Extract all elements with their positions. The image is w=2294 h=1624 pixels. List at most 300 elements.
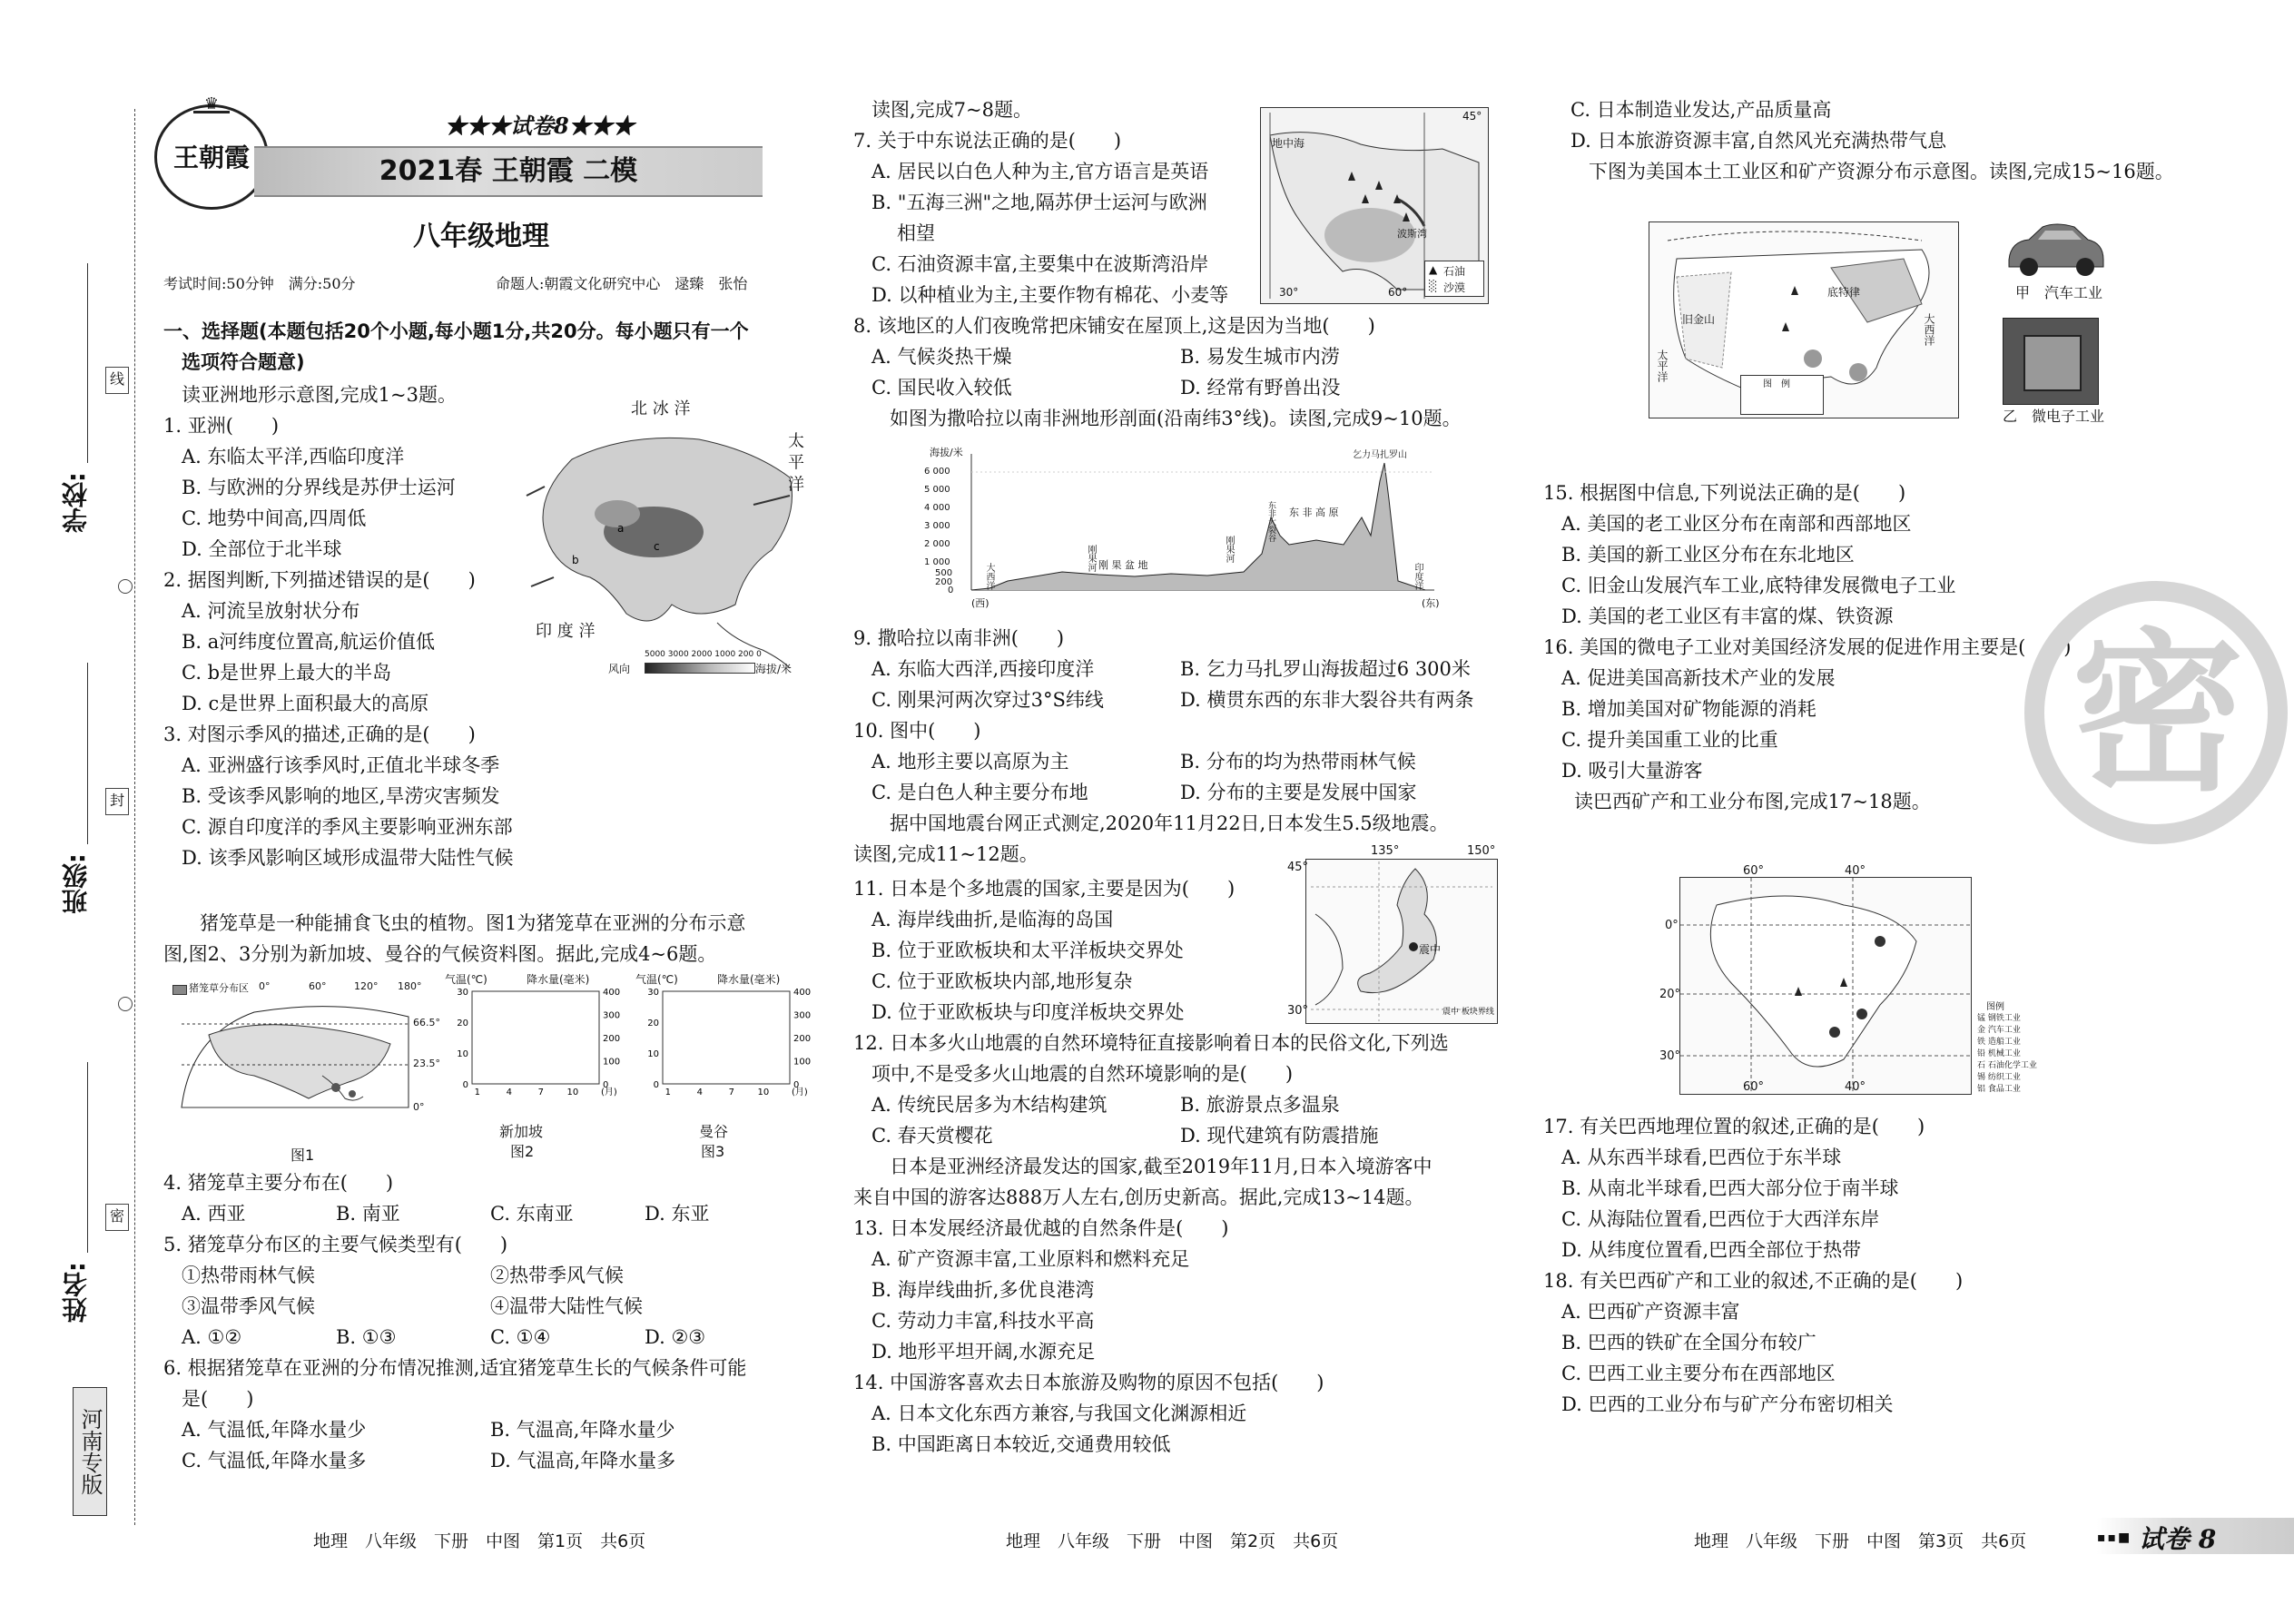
car-icon [2002,214,2109,281]
q7-option-b-cont: 相望 [897,222,935,244]
fig1-caption: 图1 [290,1147,315,1164]
class-underline [87,663,88,844]
asia-arctic-label: 北 冰 洋 [631,399,691,418]
q10-options-row1 [853,746,1507,777]
section-title-line2: 选项符合题意) [182,351,305,373]
fig2-rain-tick: 400 [603,988,621,998]
footer-badge [2097,1518,2294,1554]
brazil-legend-item-7: 铝 食品工业 [1977,1085,2021,1094]
question-4: 4. 猪笼草主要分布在( ) [163,1172,394,1194]
footer-page-2: 地理 八年级 下册 中图 第2页 共6页 [1006,1531,1339,1551]
q9-option-d[interactable]: D. 横贯东西的东非大裂谷共有两条 [1180,689,1474,711]
profile-ytick-1000: 1 000 [924,557,950,567]
fig2-temp-tick: 30 [457,988,468,998]
q4-option-d[interactable]: D. 东亚 [645,1203,710,1225]
question-7: 7. 关于中东说法正确的是( ) [853,130,1122,152]
mideast-legend-desert: 沙漠 [1443,281,1466,294]
question-5: 5. 猪笼草分布区的主要气候类型有( ) [163,1234,508,1255]
brazil-legend [1977,999,2068,1098]
subject-title: 八年级地理 [413,221,549,252]
q12-option-b[interactable]: B. 旅游景点多温泉 [1180,1094,1340,1116]
q8-option-c[interactable]: C. 国民收入较低 [871,377,1012,399]
exam-meta-right: 命题人:朝霞文化研究中心 逯臻 张怡 [496,275,748,292]
question-13: 13. 日本发展经济最优越的自然条件是( ) [853,1217,1229,1239]
margin-mark-2: 封 [105,788,129,815]
footer-page-3: 地理 八年级 下册 中图 第3页 共6页 [1694,1531,2027,1551]
profile-ytick-500: 500 [935,568,953,578]
footer-page-1: 地理 八年级 下册 中图 第1页 共6页 [313,1531,646,1551]
q10-options-row2 [853,777,1507,808]
q11-option-d[interactable]: D. 位于亚欧板块与印度洋板块交界处 [871,1001,1185,1023]
q6-option-a[interactable]: A. 气温低,年降水量少 [182,1419,367,1441]
q3-option-a[interactable]: A. 亚洲盛行该季风时,正值北半球冬季 [182,754,500,776]
fig2-temp-tick: 20 [457,1019,468,1029]
fig1-lat-66: 66.5° [413,1017,440,1029]
section-title [163,316,749,378]
brazil-lon40-bottom: 40° [1845,1080,1866,1094]
profile-rift-valley: 东非大裂谷 [1266,501,1275,542]
seal-character: 密 [2071,614,2244,814]
question-17: 17. 有关巴西地理位置的叙述,正确的是( ) [1543,1116,1925,1137]
usa-legend-title: 图 例 [1763,379,1790,389]
school-underline [87,263,88,463]
fig3-rain-tick: 0 [793,1080,800,1090]
q14-option-c[interactable]: C. 日本制造业发达,产品质量高 [1570,99,1832,121]
question-18: 18. 有关巴西矿产和工业的叙述,不正确的是( ) [1543,1270,1964,1292]
question-15: 15. 根据图中信息,下列说法正确的是( ) [1543,482,1906,504]
mideast-legend [1424,261,1484,297]
question-8: 8. 该地区的人们夜晚常把床铺安在屋顶上,这是因为当地( ) [853,315,1375,337]
intro-q9-10: 如图为撒哈拉以南非洲地形剖面(沿南纬3°线)。读图,完成9~10题。 [890,408,1462,429]
fig1-lon-120: 120° [354,980,379,992]
column-2-questions-d [853,873,1507,1460]
chip-icon [2023,335,2082,391]
question-12: 12. 日本多火山地震的自然环境特征直接影响着日本的民俗文化,下列选 [853,1032,1449,1054]
fig1-lat-0: 0° [413,1101,425,1113]
fig2-rain-axis-label: 降水量(毫米) [527,973,590,986]
fig2-caption: 图2 [510,1143,535,1160]
usa-atlantic-label: 大西洋 [1923,313,1935,346]
q5-statement-3: ③温带季风气候 [182,1295,315,1317]
fig3-month-tick: 1 [665,1088,672,1097]
q4-options [163,1198,826,1229]
q6-options-row2 [163,1445,826,1476]
q15-option-b[interactable]: B. 美国的新工业区分布在东北地区 [1561,544,1855,566]
intro-q11-12-line1: 据中国地震台网正式测定,2020年11月22日,日本发生5.5级地震。 [890,812,1449,834]
q17-option-a[interactable]: A. 从东西半球看,巴西位于东半球 [1561,1147,1842,1168]
logo-crown-icon: ♛ [193,94,230,113]
q12-option-a[interactable]: A. 传统民居多为木结构建筑 [871,1094,1108,1116]
q5-option-d[interactable]: D. ②③ [645,1326,706,1348]
brazil-lon40-top: 40° [1845,864,1866,878]
question-1: 1. 亚洲( ) [163,415,280,437]
fig3-temp-tick: 20 [647,1019,659,1029]
q8-option-d[interactable]: D. 经常有野兽出没 [1180,377,1341,399]
profile-ytick-2000: 2 000 [924,539,950,549]
profile-congo-river-2: 刚果河 [1224,536,1234,563]
q8-options-row2 [853,372,1507,403]
profile-congo-basin: 刚 果 盆 地 [1098,559,1148,571]
q5-option-a[interactable]: A. ①② [182,1326,242,1348]
fig2-rain-tick: 0 [603,1080,609,1090]
binding-margin [0,0,154,1624]
q13-option-d[interactable]: D. 地形平坦开阔,水源充足 [871,1341,1096,1363]
q9-option-c[interactable]: C. 刚果河两次穿过3°S纬线 [871,689,1104,711]
q16-option-d[interactable]: D. 吸引大量游客 [1561,760,1703,782]
school-field[interactable] [54,263,91,590]
q7-option-a[interactable]: A. 居民以白色人种为主,官方语言是英语 [871,161,1209,182]
fig2-rain-tick: 100 [603,1057,621,1068]
q9-options-row1 [853,654,1507,684]
fig3-month-tick: 10 [757,1088,770,1097]
fig3-temp-tick: 30 [647,988,659,998]
margin-mark-3: 密 [105,1204,129,1231]
fig2-rain-tick: 200 [603,1034,621,1044]
question-3: 3. 对图示季风的描述,正确的是( ) [163,723,476,745]
column-1-questions-a [163,379,527,873]
fig2-temp-axis-label: 气温(℃) [445,973,487,986]
japan-lon150: 150° [1467,844,1496,858]
svg-text:c: c [654,540,660,553]
margin-mark-1: 线 [105,367,129,394]
q7-option-b[interactable]: B. "五海三洲"之地,隔苏伊士运河与欧洲 [871,192,1207,213]
q2-option-c[interactable]: C. b是世界上最大的半岛 [182,662,392,684]
q4-option-a[interactable]: A. 西亚 [182,1203,246,1225]
q11-option-b[interactable]: B. 位于亚欧板块和太平洋板块交界处 [871,940,1184,961]
q5-statement-4: ④温带大陆性气候 [490,1295,643,1317]
secret-seal-watermark [2024,581,2288,844]
q18-option-c[interactable]: C. 巴西工业主要分布在西部地区 [1561,1363,1836,1384]
q10-option-a[interactable]: A. 地形主要以高原为主 [871,751,1069,773]
q6-options-row1 [163,1414,826,1445]
column-2-questions-c [853,623,1507,870]
header [145,95,817,277]
q16-option-b[interactable]: B. 增加美国对矿物能源的消耗 [1561,698,1816,720]
intro-q4-6-line2: 图,图2、3分别为新加坡、曼谷的气候资料图。据此,完成4~6题。 [163,943,717,965]
q7-option-c[interactable]: C. 石油资源丰富,主要集中在波斯湾沿岸 [871,253,1209,275]
q5-option-b[interactable]: B. ①③ [336,1326,397,1348]
intro-q4-6 [163,908,745,969]
name-underline [87,1062,88,1253]
q1-option-c[interactable]: C. 地势中间高,四周低 [182,507,367,529]
logo [154,94,269,210]
q5-statements-row1 [163,1260,826,1291]
intro-q1-3: 读亚洲地形示意图,完成1~3题。 [182,384,457,406]
question-16: 16. 美国的微电子工业对美国经济发展的促进作用主要是( ) [1543,636,2072,658]
profile-east: (东) [1422,597,1440,609]
q4-option-c[interactable]: C. 东南亚 [490,1203,574,1225]
japan-lat45: 45° [1287,861,1309,874]
profile-west: (西) [971,597,989,609]
q15-option-c[interactable]: C. 旧金山发展汽车工业,底特律发展微电子工业 [1561,575,1956,596]
chip-photo [2003,318,2099,405]
fig3-chart-svg [635,984,817,1102]
question-2: 2. 据图判断,下列描述错误的是( ) [163,569,476,591]
usa-pacific-label: 太平洋 [1656,349,1669,382]
profile-ytick-0: 0 [948,586,954,595]
svg-text:a: a [617,522,625,535]
mideast-legend-oil: 石油 [1443,265,1466,278]
brazil-legend-title: 图例 [1986,1002,2004,1012]
fig2-temp-tick: 10 [457,1049,468,1059]
q10-option-c[interactable]: C. 是白色人种主要分布地 [871,782,1088,803]
q18-option-a[interactable]: A. 巴西矿产资源丰富 [1561,1301,1740,1323]
mideast-gulf-label: 波斯湾 [1397,228,1427,240]
fig3-month-tick: 4 [696,1088,704,1097]
mideast-sea-label: 地中海 [1272,137,1305,150]
q17-option-c[interactable]: C. 从海陆位置看,巴西位于大西洋东岸 [1561,1208,1880,1230]
fig3-month-unit: (月) [792,1088,808,1097]
q8-options-row1 [853,341,1507,372]
fig1-lat-23: 23.5° [413,1058,440,1069]
q17-option-d[interactable]: D. 从纬度位置看,巴西全部位于热带 [1561,1239,1862,1261]
asia-indian-label: 印 度 洋 [536,622,596,641]
q9-option-b[interactable]: B. 乞力马扎罗山海拔超过6 300米 [1180,658,1471,680]
brazil-legend-item-3: 铁 造船工业 [1977,1038,2021,1047]
brazil-legend-item-2: 金 汽车工业 [1977,1026,2021,1035]
fig3-temp-axis-label: 气温(℃) [635,973,678,986]
brazil-lat20: 20° [1659,988,1681,1001]
q3-option-b[interactable]: B. 受该季风影响的地区,旱涝灾害频发 [182,785,500,807]
column-2-questions-b [853,310,1507,434]
q18-option-d[interactable]: D. 巴西的工业分布与矿产分布密切相关 [1561,1393,1894,1415]
q9-options-row2 [853,684,1507,715]
q12-options-row1 [853,1089,1507,1120]
section-title-line1: 一、选择题(本题包括20个小题,每小题1分,共20分。每小题只有一个 [163,320,749,342]
q5-options [163,1322,826,1353]
mideast-lon60: 60° [1388,286,1408,299]
figure-1-pitcher-plant-map [172,976,445,1164]
intro-q17-18: 读巴西矿产和工业分布图,完成17~18题。 [1574,791,1931,812]
q6-option-c[interactable]: C. 气温低,年降水量多 [182,1450,367,1471]
q5-statement-1: ①热带雨林气候 [182,1265,315,1286]
brazil-lat30: 30° [1659,1049,1681,1063]
q5-option-c[interactable]: C. ①④ [490,1326,551,1348]
edition-box: 河南专版 [73,1387,107,1516]
question-12-cont: 项中,不是受多火山地震的自然环境影响的是( ) [871,1063,1294,1085]
question-11: 11. 日本是个多地震的国家,主要是因为( ) [853,878,1236,900]
japan-epicenter-label: 震中 [1419,943,1442,956]
figure-2-singapore-climate [445,971,626,1162]
asia-pacific-label: 太 平 洋 [785,432,804,492]
profile-kilimanjaro: 乞力马扎罗山 [1353,450,1407,460]
car-photo [2002,214,2109,281]
class-label: 班级: [61,853,91,915]
fig2-rain-tick: 300 [603,1010,621,1021]
q12-option-c[interactable]: C. 春天赏樱花 [871,1125,993,1147]
q6-option-d[interactable]: D. 气温高,年降水量多 [490,1450,676,1471]
column-3-questions-c [1543,1111,2206,1420]
q12-option-d[interactable]: D. 现代建筑有防震措施 [1180,1125,1379,1147]
figure-3-bangkok-climate [635,971,817,1162]
chip-caption: 乙 微电子工业 [2003,408,2105,425]
q5-statement-2: ②热带季风气候 [490,1265,624,1286]
africa-profile-chart [917,445,1452,613]
q10-option-b[interactable]: B. 分布的均为热带雨林气候 [1180,751,1416,773]
japan-lon135: 135° [1371,844,1400,858]
fig2-month-tick: 4 [506,1088,513,1097]
brazil-legend-item-5: 石 石油化学工业 [1977,1061,2037,1070]
profile-ylabel: 海拔/米 [930,447,963,458]
class-field[interactable] [54,663,91,962]
q14-option-b[interactable]: B. 中国距离日本较近,交通费用较低 [871,1433,1171,1455]
brazil-legend-item-1: 锰 钢铁工业 [1977,1014,2021,1023]
intro-q4-6-line1: 猪笼草是一种能捕食飞虫的植物。图1为猪笼草在亚洲的分布示意 [200,912,746,934]
q13-option-a[interactable]: A. 矿产资源丰富,工业原料和燃料充足 [871,1248,1190,1270]
q18-option-b[interactable]: B. 巴西的铁矿在全国分布较广 [1561,1332,1816,1353]
q4-option-b[interactable]: B. 南亚 [336,1203,400,1225]
fig3-temp-tick: 0 [653,1080,659,1090]
fig3-city: 曼谷 [699,1123,729,1140]
asia-terrain-map [517,396,817,679]
intro-q13-14-line2: 来自中国的游客达888万人左右,创历史新高。据此,完成13~14题。 [853,1186,1424,1208]
intro-q11-12-line2: 读图,完成11~12题。 [853,843,1039,865]
margin-line [134,109,135,1525]
brazil-map-svg [1680,878,1971,1094]
usa-industry-map [1649,221,1959,418]
fig2-month-tick: 1 [474,1088,481,1097]
name-field[interactable] [54,1062,91,1362]
q14-option-d[interactable]: D. 日本旅游资源丰富,自然风光充满热带气息 [1570,130,1947,152]
japan-legend: 震中 板块界线 [1442,1008,1494,1017]
profile-indian-ocean: 印度洋 [1413,563,1423,590]
q1-option-b[interactable]: B. 与欧洲的分界线是苏伊士运河 [182,477,456,498]
q6-option-b[interactable]: B. 气温高,年降水量少 [490,1419,675,1441]
q1-option-a[interactable]: A. 东临太平洋,西临印度洋 [182,446,405,468]
q5-statements-row2 [163,1291,826,1322]
fig1-map-svg [172,999,445,1117]
q13-option-c[interactable]: C. 劳动力丰富,科技水平高 [871,1310,1095,1332]
fig2-plot-frame [472,991,599,1084]
oil-icon: ▲ [1429,263,1438,276]
q11-option-a[interactable]: A. 海岸线曲折,是临海的岛国 [871,909,1114,930]
q11-option-c[interactable]: C. 位于亚欧板块内部,地形复杂 [871,970,1133,992]
profile-congo-river-1: 刚果河 [1086,545,1096,572]
q12-options-row2 [853,1120,1507,1151]
desert-icon: ░ [1429,280,1438,292]
fig2-month-tick: 10 [566,1088,579,1097]
fig3-month-tick: 7 [728,1088,735,1097]
asia-wind-legend: 风向 [608,663,631,675]
column-1-questions-b [163,1167,826,1476]
asia-altitude-scale [645,663,755,674]
profile-east-africa-plateau: 东 非 高 原 [1289,507,1339,518]
fig2-month-unit: (月) [601,1088,617,1097]
japan-lat30: 30° [1287,1004,1309,1018]
q7-option-d[interactable]: D. 以种植业为主,主要作物有棉花、小麦等 [871,284,1229,306]
column-3-questions-a [1552,94,2206,187]
question-10: 10. 图中( ) [853,720,981,742]
question-9: 9. 撒哈拉以南非洲( ) [853,627,1065,649]
q13-option-b[interactable]: B. 海岸线曲折,多优良港湾 [871,1279,1095,1301]
q14-option-a[interactable]: A. 日本文化东西方兼容,与我国文化渊源相近 [871,1403,1247,1424]
q15-option-a[interactable]: A. 美国的老工业区分布在南部和西部地区 [1561,513,1912,535]
mideast-lon30: 30° [1279,286,1299,299]
fig3-rain-tick: 100 [793,1057,812,1068]
fig3-rain-tick: 300 [793,1010,812,1021]
question-14: 14. 中国游客喜欢去日本旅游及购物的原因不包括( ) [853,1372,1324,1393]
question-6: 6. 根据猪笼草在亚洲的分布情况推测,适宜猪笼草生长的气候条件可能 [163,1357,747,1379]
exam-badge: ★★★试卷8★★★ [445,113,635,139]
title-banner [254,146,763,197]
margin-circle-2 [118,997,133,1011]
margin-circle-1 [118,579,133,594]
mideast-lat45: 45° [1462,110,1482,123]
q2-option-d[interactable]: D. c是世界上面积最大的高原 [182,693,429,714]
fig2-city: 新加坡 [499,1123,544,1140]
brazil-lat0: 0° [1665,919,1679,932]
car-caption: 甲 汽车工业 [2015,284,2103,301]
footer-badge-text: 试卷 8 [2139,1524,2217,1554]
name-label: 姓名: [61,1262,91,1324]
q17-option-b[interactable]: B. 从南北半球看,巴西大部分位于南半球 [1561,1177,1899,1199]
fig3-rain-tick: 200 [793,1034,812,1044]
brazil-lon60-top: 60° [1743,864,1765,878]
logo-text: 王朝霞 [172,143,250,172]
fig1-legend-swatch [172,985,187,995]
column-2-questions-a [853,94,1253,310]
asia-altitude-legend: 海拔/米 [755,663,793,675]
asia-altitude-ticks: 5000 3000 2000 1000 200 0 [645,650,762,659]
usa-legend [1740,375,1824,415]
brazil-lon60-bottom: 60° [1743,1080,1765,1094]
brazil-legend-item-6: 锡 纺织工业 [1977,1073,2021,1082]
q3-option-c[interactable]: C. 源自印度洋的季风主要影响亚洲东部 [182,816,513,838]
q2-option-b[interactable]: B. a河纬度位置高,航运价值低 [182,631,435,653]
usa-detroit-label: 底特律 [1827,286,1861,299]
brazil-map [1679,877,1972,1095]
fig2-temp-tick: 0 [462,1080,468,1090]
svg-text:b: b [572,554,579,566]
profile-ytick-4000: 4 000 [924,503,950,513]
intro-q13-14-line1: 日本是亚洲经济最发达的国家,截至2019年11月,日本入境游客中 [890,1156,1433,1177]
exam-meta-left: 考试时间:50分钟 满分:50分 [163,275,356,292]
exam-title: 2021春 王朝霞 二模 [379,155,638,187]
fig3-rain-tick: 400 [793,988,812,998]
usa-sf-label: 旧金山 [1682,313,1716,326]
profile-atlantic: 大西洋 [984,563,994,590]
fig2-month-tick: 7 [537,1088,545,1097]
q1-option-d[interactable]: D. 全部位于北半球 [182,538,342,560]
fig1-lon-0: 0° [259,980,271,992]
q3-option-d[interactable]: D. 该季风影响区域形成温带大陆性气候 [182,847,514,869]
q9-option-a[interactable]: A. 东临大西洋,西接印度洋 [871,658,1095,680]
q16-option-c[interactable]: C. 提升美国重工业的比重 [1561,729,1778,751]
q16-option-a[interactable]: A. 促进美国高新技术产业的发展 [1561,667,1836,689]
q8-option-a[interactable]: A. 气候炎热干燥 [871,346,1012,368]
question-6-cont: 是( ) [182,1388,254,1410]
fig2-chart-svg [445,984,626,1102]
fig3-caption: 图3 [701,1143,725,1160]
q2-option-a[interactable]: A. 河流呈放射状分布 [182,600,360,622]
footer-squares-icon: ▪▪■ [2097,1530,2132,1545]
africa-profile-svg [917,445,1452,613]
q10-option-d[interactable]: D. 分布的主要是发展中国家 [1180,782,1417,803]
q15-option-d[interactable]: D. 美国的老工业区有丰富的煤、铁资源 [1561,605,1894,627]
fig1-lon-180: 180° [398,980,422,992]
intro-q7-8: 读图,完成7~8题。 [871,99,1032,121]
fig1-legend-label: 猪笼草分布区 [189,982,249,994]
profile-ytick-3000: 3 000 [924,521,950,531]
profile-ytick-200: 200 [935,577,953,587]
fig3-rain-axis-label: 降水量(毫米) [717,973,781,986]
q8-option-b[interactable]: B. 易发生城市内涝 [1180,346,1340,368]
brazil-legend-item-4: 铅 机械工业 [1977,1049,2021,1058]
profile-ytick-6000: 6 000 [924,467,950,477]
fig3-temp-tick: 10 [647,1049,659,1059]
fig3-plot-frame [663,991,790,1084]
intro-q15-16: 下图为美国本土工业区和矿产资源分布示意图。读图,完成15~16题。 [1589,161,2174,182]
